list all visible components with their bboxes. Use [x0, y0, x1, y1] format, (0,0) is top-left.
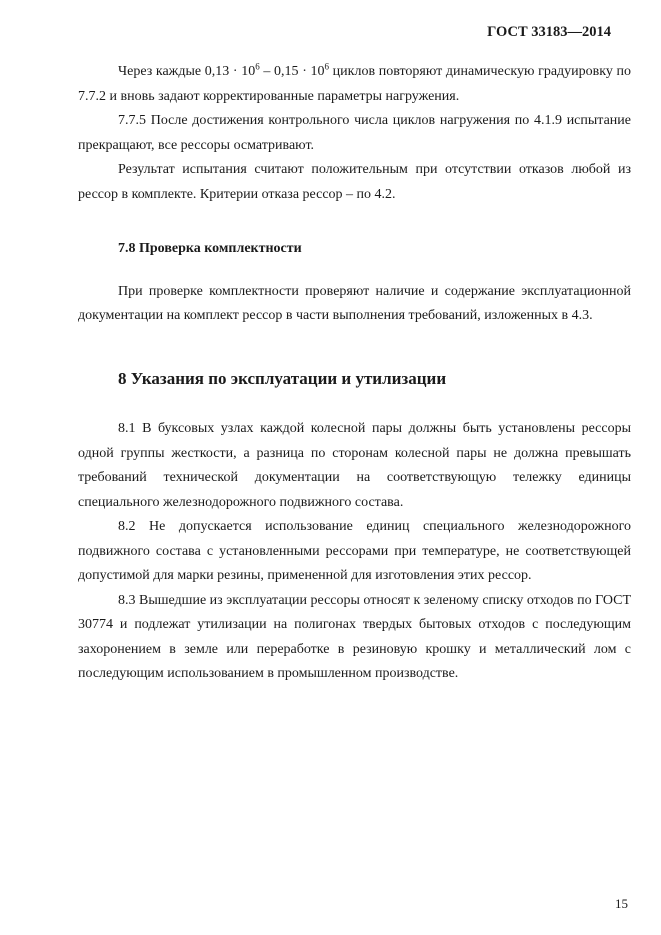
paragraph-7-7-5: 7.7.5 После достижения контрольного числа циклов нагружения по 4.1.9 испытание прекращают, все рессоры осматривают.: [78, 113, 631, 153]
superscript: 6: [255, 61, 260, 72]
paragraph-text: циклов повторяют динамическую градуировку по 7.7.2 и вновь задают корректированные параметры нагружения.: [78, 64, 632, 104]
section-heading-8: 8 Указания по эксплуатации и утилизации: [118, 368, 447, 388]
paragraph-test-result: Результат испытания считают положительным при отсутствии отказов любой из рессор в комплекте. Критерии отказа рессор – по 4.2.: [78, 162, 631, 202]
paragraph-text: – 0,15 · 10: [259, 64, 325, 79]
paragraph-calibration: [78, 60, 631, 109]
section-heading-7-8: 7.8 Проверка комплектности: [118, 241, 302, 256]
paragraph-text: Через каждые 0,13 · 10: [118, 64, 256, 79]
paragraph-8-2: 8.2 Не допускается использование единиц специального железнодорожного подвижного состава с установленными рессорами при температуре, не соответствующей допустимой для марки резины, примененной для изготовления этих рессор.: [78, 519, 631, 583]
document-code: ГОСТ 33183—2014: [487, 24, 611, 40]
paragraph-8-3: 8.3 Вышедшие из эксплуатации рессоры относят к зеленому списку отходов по ГОСТ 30774 и подлежат утилизации на полигонах твердых бытовых отходов с последующим захоронением в земле или переработке в резиновую крошку и металлический лом с последующим использованием в промышленном производстве.: [78, 592, 631, 681]
paragraph-completeness: При проверке комплектности проверяют наличие и содержание эксплуатационной документации на комплект рессор в части выполнения требований, изложенных в 4.3.: [78, 283, 631, 323]
page-number: 15: [615, 896, 628, 911]
page-body: [78, 60, 631, 687]
paragraph-8-1: 8.1 В буксовых узлах каждой колесной пары должны быть установлены рессоры одной группы жесткости, а разница по сторонам колесной пары не должна превышать требований технической документации на соответствующую тележку единицы специального железнодорожного подвижного состава.: [78, 421, 631, 510]
superscript: 6: [324, 61, 330, 72]
